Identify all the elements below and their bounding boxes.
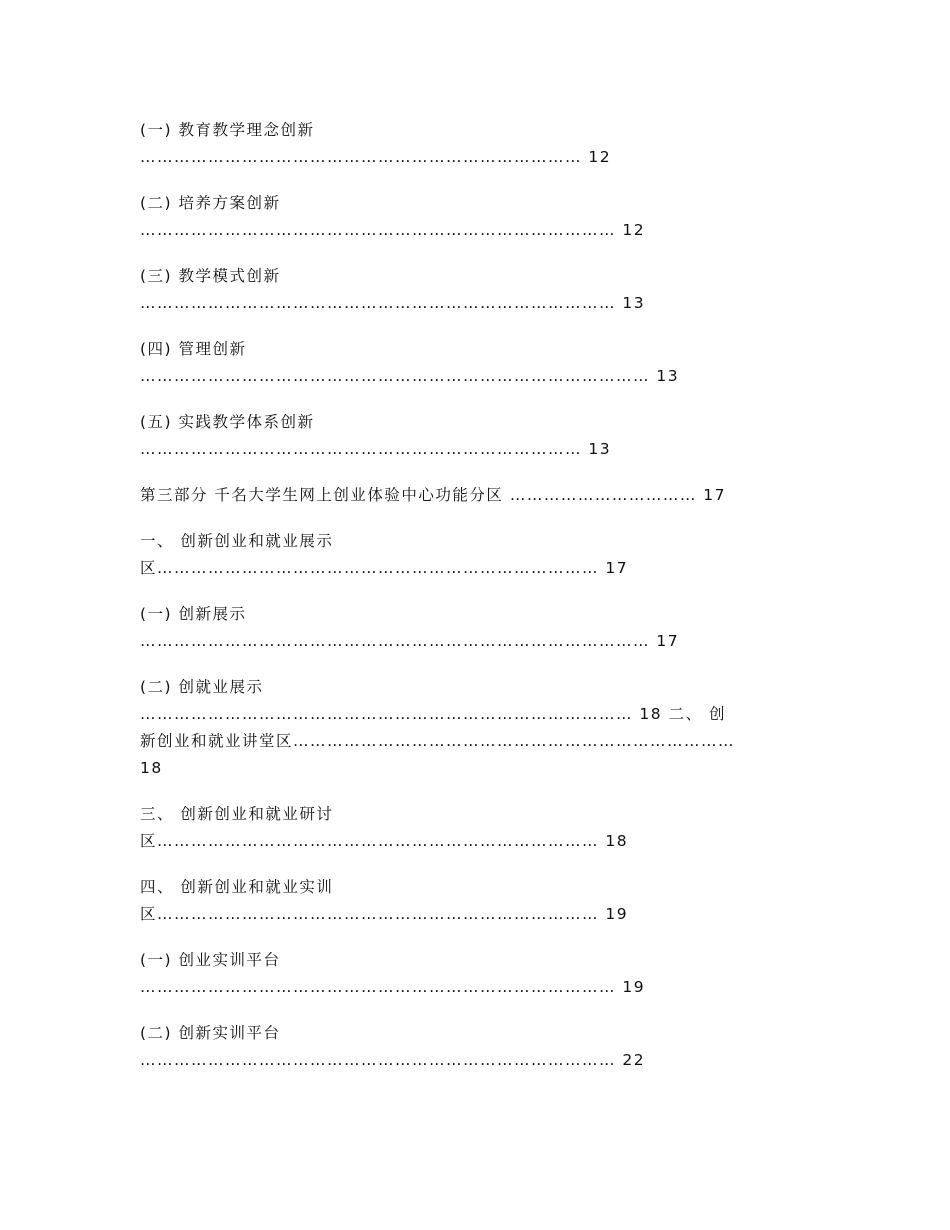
toc-entry [140, 1020, 820, 1074]
toc-entry [140, 674, 820, 782]
toc-entry [140, 263, 820, 317]
toc-entry [140, 117, 820, 171]
toc-entry-title: 一、 创新创业和就业展示 [140, 532, 334, 550]
toc-entry [140, 601, 820, 655]
toc-entry [140, 190, 820, 244]
toc-entry-title: (一) 创业实训平台 [140, 951, 281, 969]
toc-entry-title: 三、 创新创业和就业研讨 [140, 805, 334, 823]
toc-entry-leader-page: ……………………………………………………………………………… 13 [140, 367, 680, 385]
toc-entry-title: (二) 培养方案创新 [140, 194, 281, 212]
toc-entry-leader-page: ………………………………………………………………………… 22 [140, 1051, 646, 1069]
toc-entry-leader-page: 区…………………………………………………………………… 17 [140, 559, 629, 577]
toc-entry-leader-page: ………………………………………………………………………… 13 [140, 294, 646, 312]
toc-entry-leader-page: 区…………………………………………………………………… 18 [140, 832, 629, 850]
toc-entry-leader-page: ………………………………………………………………………… 12 [140, 221, 646, 239]
toc-entry-title: (三) 教学模式创新 [140, 267, 281, 285]
toc-entry [140, 336, 820, 390]
toc-entry-title: 四、 创新创业和就业实训 [140, 878, 334, 896]
toc-entry-leader-page: 区…………………………………………………………………… 19 [140, 905, 629, 923]
toc-entry-continuation: 新创业和就业讲堂区…………………………………………………………………… [140, 732, 736, 750]
toc-entry-title: (四) 管理创新 [140, 340, 247, 358]
toc-entry-leader-page: ………………………………………………………………………… 19 [140, 978, 646, 996]
toc-entry-leader-page: ……………………………………………………………………………… 17 [140, 632, 680, 650]
toc-entry [140, 801, 820, 855]
table-of-contents [140, 117, 820, 1074]
toc-entry-page-number: 18 [140, 759, 163, 777]
toc-entry-title: (一) 教育教学理念创新 [140, 121, 315, 139]
toc-entry-section-heading: 第三部分 千名大学生网上创业体验中心功能分区 …………………………… 17 [140, 486, 727, 504]
toc-entry [140, 409, 820, 463]
toc-entry-title: (一) 创新展示 [140, 605, 247, 623]
toc-entry-title: (二) 创新实训平台 [140, 1024, 281, 1042]
toc-entry [140, 874, 820, 928]
toc-entry-leader-page: …………………………………………………………………………… 18 二、 创 [140, 705, 727, 723]
toc-entry-title: (二) 创就业展示 [140, 678, 264, 696]
toc-entry-leader-page: …………………………………………………………………… 13 [140, 440, 612, 458]
toc-entry-leader-page: …………………………………………………………………… 12 [140, 148, 612, 166]
toc-entry [140, 947, 820, 1001]
toc-entry [140, 482, 820, 509]
toc-entry-title: (五) 实践教学体系创新 [140, 413, 315, 431]
toc-entry [140, 528, 820, 582]
